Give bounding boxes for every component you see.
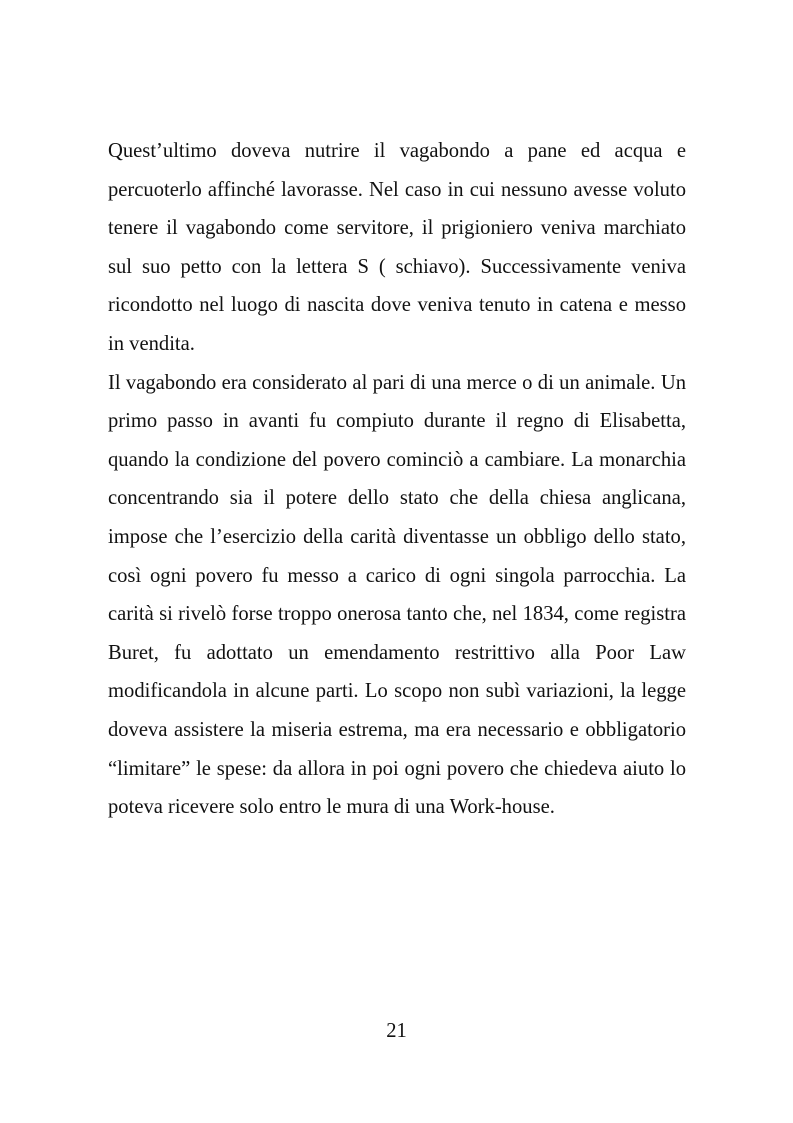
page-number: 21 — [386, 1020, 407, 1042]
body-text — [108, 132, 686, 827]
paragraph-2: Il vagabondo era considerato al pari di una merce o di un animale. Un primo passo in avanti fu compiuto durante il regno di Elisabetta, quando la condizione del povero cominciò a cambiare. La monarchia concentrando sia il potere dello stato che della chiesa anglicana, impose che l’esercizio della carità diventasse un obbligo dello stato, così ogni povero fu messo a carico di ogni singola parrocchia. La carità si rivelò forse troppo onerosa tanto che, nel 1834, come registra Buret, fu adottato un emendamento restrittivo alla Poor Law modificandola in alcune parti. Lo scopo non subì variazioni, la legge doveva assistere la miseria estrema, ma era necessario e obbligatorio “limitare” le spese: da allora in poi ogni povero che chiedeva aiuto lo poteva ricevere solo entro le mura di una Work-house. — [108, 371, 686, 819]
paragraph-1: Quest’ultimo doveva nutrire il vagabondo a pane ed acqua e percuoterlo affinché lavorasse. Nel caso in cui nessuno avesse voluto tenere il vagabondo come servitore, il prigioniero veniva marchiato sul suo petto con la lettera S ( schiavo). Successivamente veniva ricondotto nel luogo di nascita dove veniva tenuto in catena e messo in vendita. — [108, 140, 686, 355]
